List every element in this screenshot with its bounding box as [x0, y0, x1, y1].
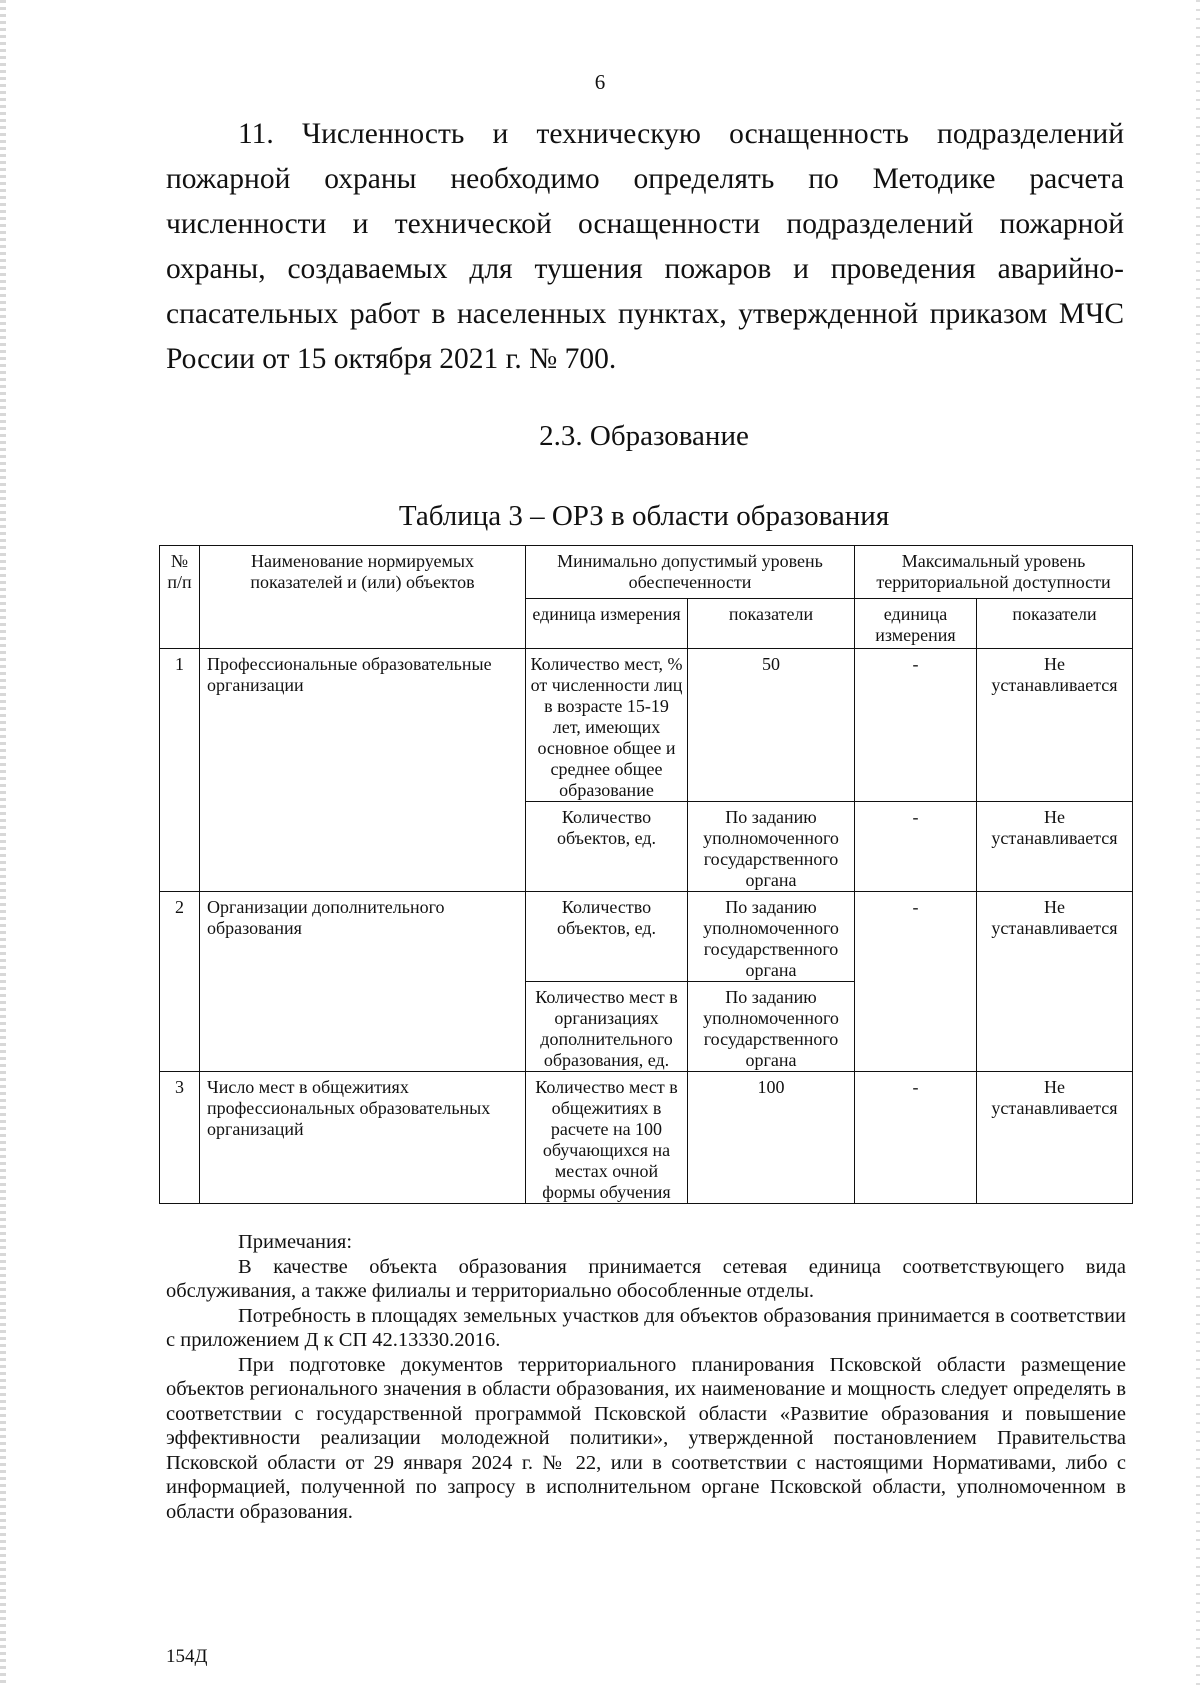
cell-value-min: По заданию уполномоченного государственного органа	[688, 892, 855, 982]
table-row	[160, 1072, 1133, 1204]
table-row	[160, 649, 1133, 802]
footer-code: 154Д	[166, 1646, 208, 1667]
cell-unit-max: -	[855, 649, 977, 802]
note-item: Потребность в площадях земельных участков для объектов образования принимается в соответствии с приложением Д к СП 42.13330.2016.	[166, 1304, 1126, 1351]
cell-value-max: Не устанавливается	[977, 892, 1133, 1072]
cell-unit-min: Количество объектов, ед.	[526, 892, 688, 982]
header-name: Наименование нормируемых показателей и (или) объектов	[200, 546, 526, 649]
cell-value-max: Не устанавливается	[977, 802, 1133, 892]
notes-title: Примечания:	[238, 1231, 353, 1253]
cell-unit-max: -	[855, 1072, 977, 1204]
scan-edge-left	[0, 0, 6, 1686]
row-name: Профессиональные образовательные организации	[200, 649, 526, 892]
header-value-max: показатели	[977, 599, 1133, 649]
header-num: № п/п	[160, 546, 200, 649]
table-header-row	[160, 546, 1133, 599]
cell-value-min: По заданию уполномоченного государственного органа	[688, 802, 855, 892]
cell-unit-min: Количество мест, % от численности лиц в возрасте 15-19 лет, имеющих основное общее и среднее общее образование	[526, 649, 688, 802]
cell-value-min: По заданию уполномоченного государственного органа	[688, 982, 855, 1072]
cell-value-max: Не устанавливается	[977, 1072, 1133, 1204]
header-unit-max: единица измерения	[855, 599, 977, 649]
row-name: Число мест в общежитиях профессиональных образовательных организаций	[200, 1072, 526, 1204]
cell-unit-min: Количество мест в общежитиях в расчете на 100 обучающихся на местах очной формы обучения	[526, 1072, 688, 1204]
row-num: 1	[160, 649, 200, 892]
section-heading: 2.3. Образование	[539, 420, 749, 452]
paragraph-11: 11. Численность и техническую оснащенность подразделений пожарной охраны необходимо определять по Методике расчета численности и технической оснащенности подразделений пожарной охраны, создаваемых для тушения пожаров и проведения аварийно-спасательных работ в населенных пунктах, утвержденной приказом МЧС России от 15 октября 2021 г. № 700.	[166, 118, 1124, 375]
row-name: Организации дополнительного образования	[200, 892, 526, 1072]
cell-value-min: 50	[688, 649, 855, 802]
header-max-level: Максимальный уровень территориальной доступности	[855, 546, 1133, 599]
cell-unit-max: -	[855, 892, 977, 1072]
row-num: 3	[160, 1072, 200, 1204]
table-row	[160, 892, 1133, 982]
cell-unit-min: Количество объектов, ед.	[526, 802, 688, 892]
scan-edge-right	[1196, 0, 1200, 1686]
cell-value-max: Не устанавливается	[977, 649, 1133, 802]
header-value-min: показатели	[688, 599, 855, 649]
row-num: 2	[160, 892, 200, 1072]
orz-education-table	[159, 545, 1133, 1204]
note-item: При подготовке документов территориального планирования Псковской области размещение объектов регионального значения в области образования, их наименование и мощность следует определять в соответствии с государственной программой Псковской области «Развитие образования и повышение эффективности реализации молодежной политики», утвержденной постановлением Правительства Псковской области от 29 января 2024 г. № 22, или в соответствии с настоящими Нормативами, либо с информацией, полученной по запросу в исполнительном органе Псковской области, уполномоченном в области образования.	[166, 1353, 1126, 1523]
note-item: В качестве объекта образования принимается сетевая единица соответствующего вида обслуживания, а также филиалы и территориально обособленные отделы.	[166, 1255, 1126, 1302]
page-number: 6	[594, 70, 606, 94]
cell-unit-max: -	[855, 802, 977, 892]
table-title: Таблица 3 – ОРЗ в области образования	[398, 500, 890, 532]
cell-unit-min: Количество мест в организациях дополнительного образования, ед.	[526, 982, 688, 1072]
header-unit-min: единица измерения	[526, 599, 688, 649]
notes-section	[166, 1230, 1126, 1524]
header-min-level: Минимально допустимый уровень обеспеченности	[526, 546, 855, 599]
cell-value-min: 100	[688, 1072, 855, 1204]
